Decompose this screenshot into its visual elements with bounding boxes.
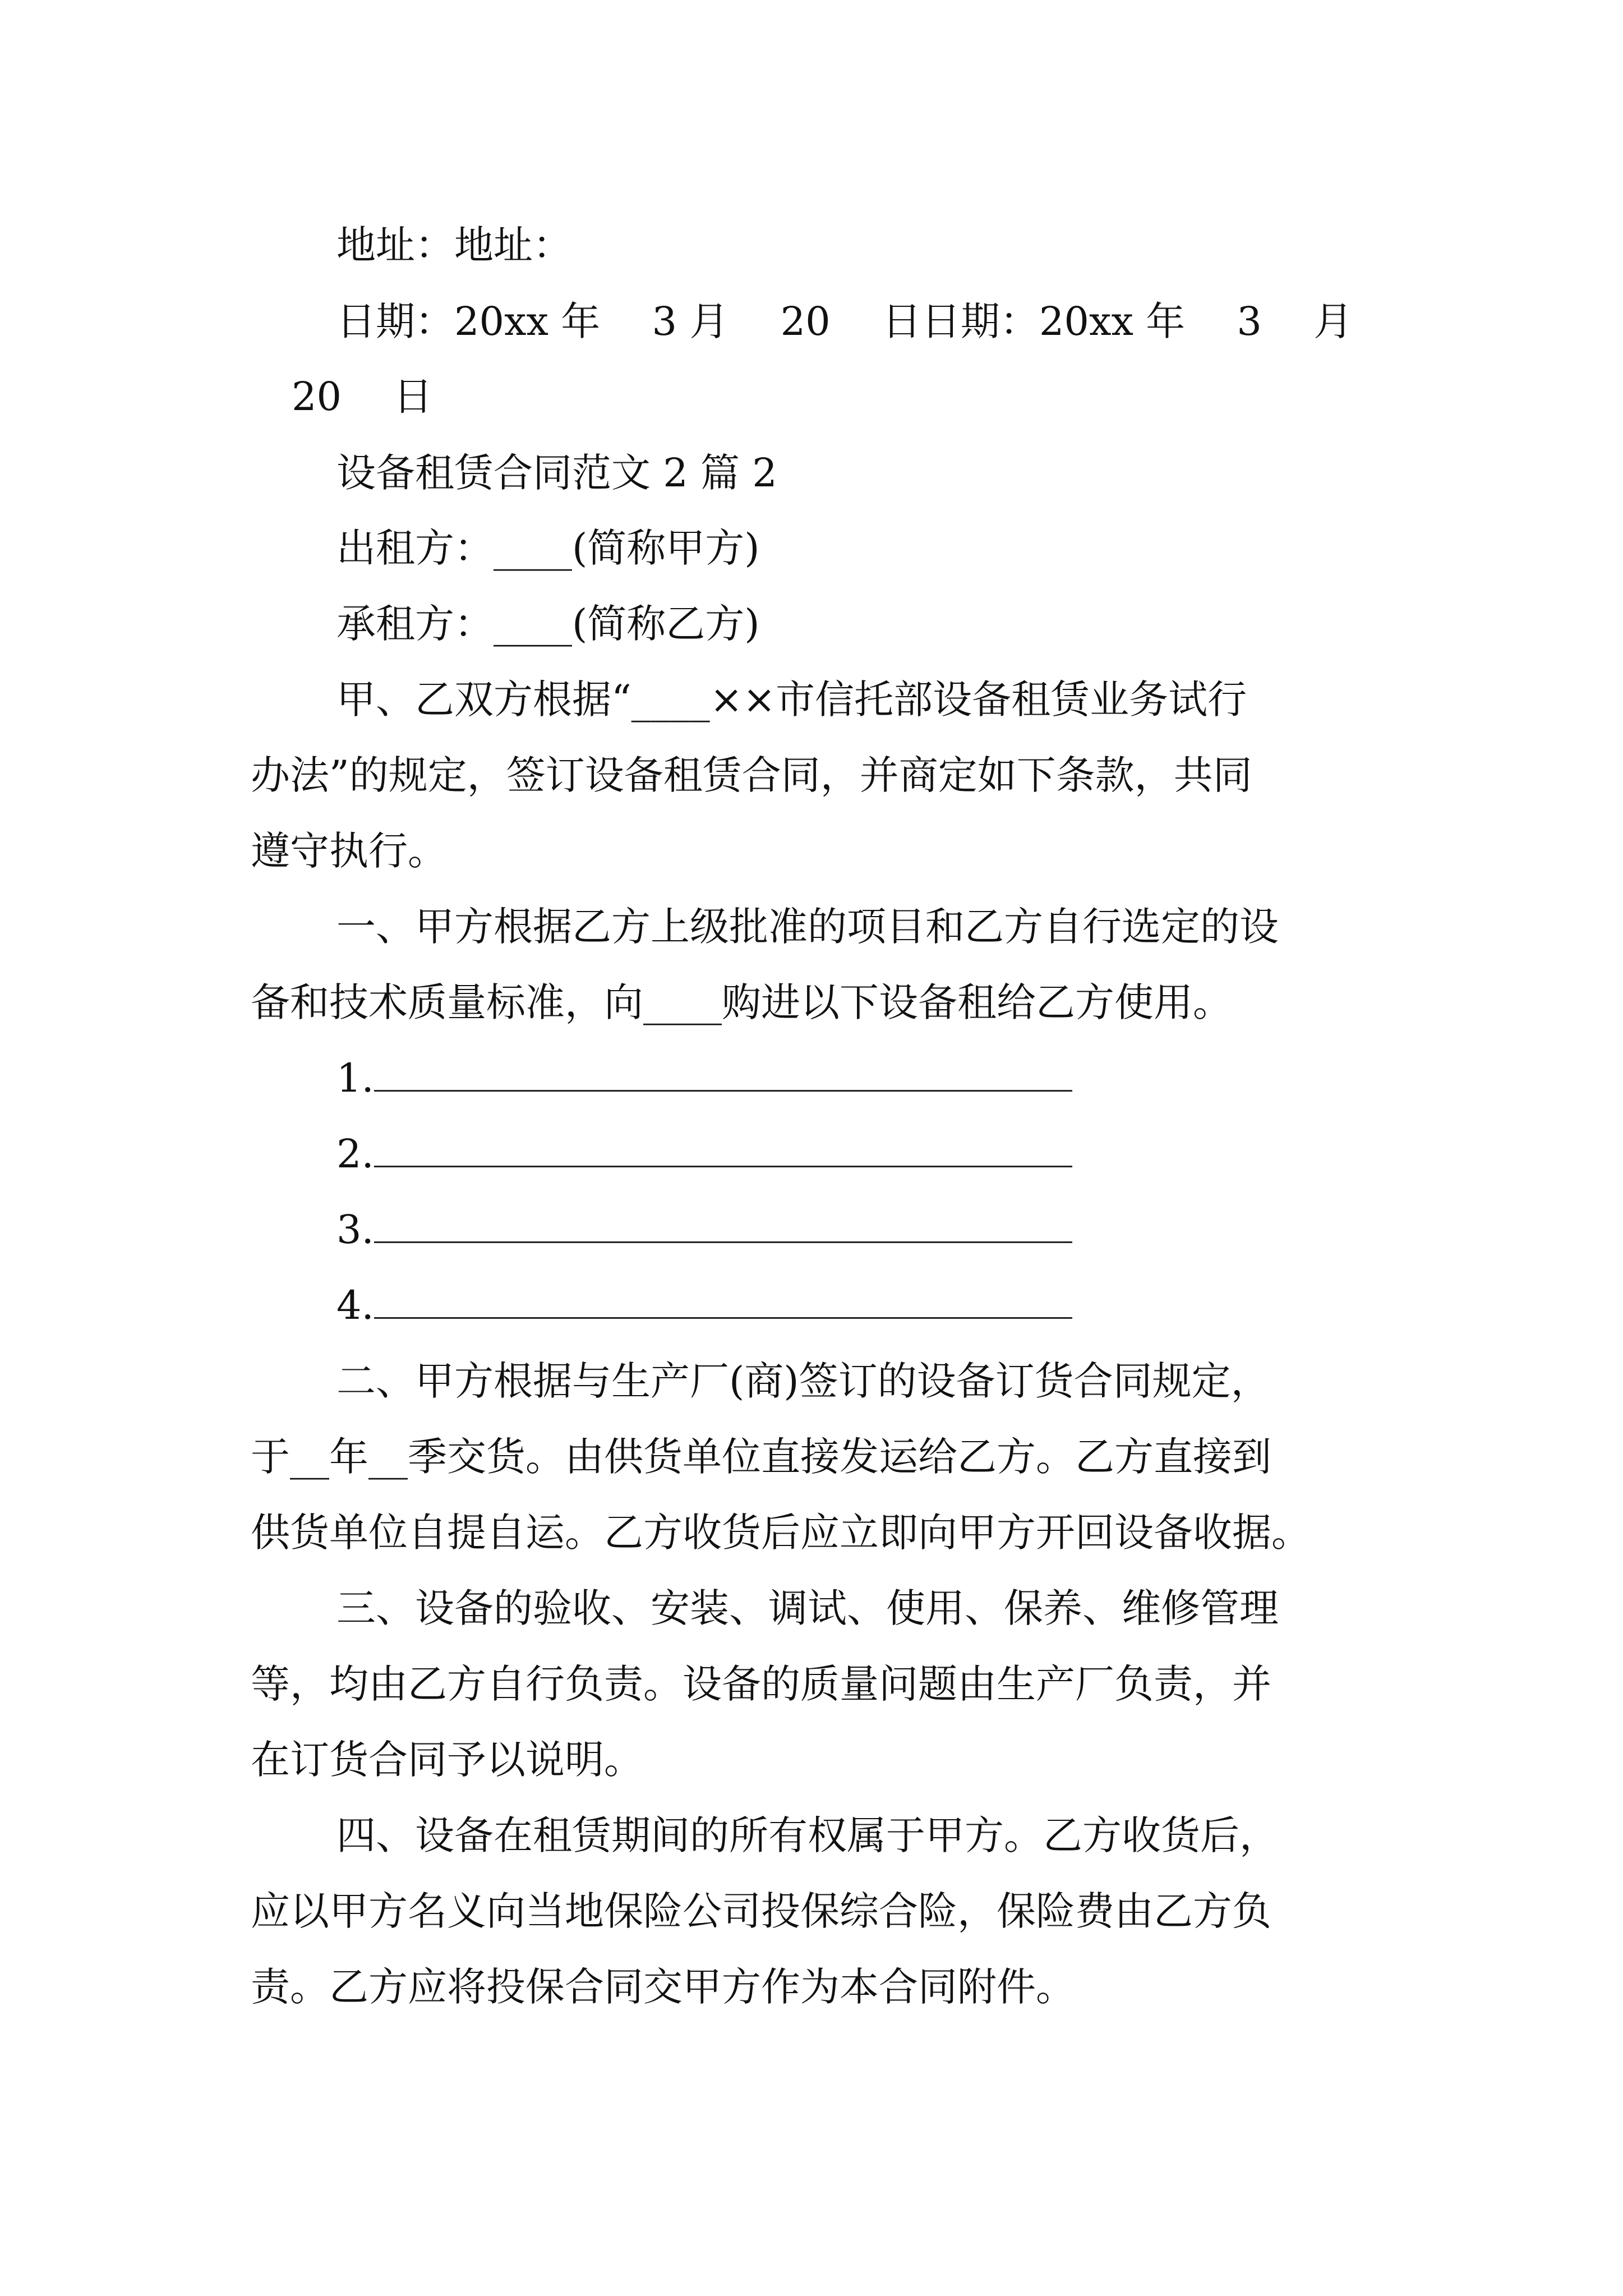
section-heading: 设备租赁合同范文 2 篇 2 [336,450,777,496]
item-number: 1. [336,1055,374,1101]
paragraph-line: 遵守执行。 [251,828,447,874]
clause-1-line: 备和技术质量标准，向____购进以下设备租给乙方使用。 [251,979,1232,1025]
equipment-item-3 [336,1204,1072,1255]
paragraph-line: 办法”的规定，签订设备租赁合同，并商定如下条款，共同 [251,752,1252,798]
item-number: 2. [336,1131,374,1177]
date-line-continued: 20 日 [292,374,433,420]
clause-3-line: 三、设备的验收、安装、调试、使用、保养、维修管理 [336,1585,1279,1631]
equipment-item-4 [336,1280,1072,1331]
equipment-item-1 [336,1053,1072,1103]
address-line: 地址：地址： [336,222,572,268]
fill-in-blank [374,1134,1072,1167]
equipment-item-2 [336,1129,1072,1179]
fill-in-blank [374,1059,1072,1092]
clause-2-line: 二、甲方根据与生产厂(商)签订的设备订货合同规定， [336,1358,1270,1404]
clause-4-line: 责。乙方应将投保合同交甲方作为本合同附件。 [251,1964,1075,2010]
clause-3-line: 等，均由乙方自行负责。设备的质量问题由生产厂负责，并 [251,1661,1271,1707]
clause-4-line: 应以甲方名义向当地保险公司投保综合险，保险费由乙方负 [251,1888,1271,1934]
fill-in-blank [374,1286,1072,1319]
clause-1-line: 一、甲方根据乙方上级批准的项目和乙方自行选定的设 [336,904,1279,950]
clause-2-line: 于__年__季交货。由供货单位直接发运给乙方。乙方直接到 [251,1434,1271,1480]
lessee-line: 承租方：____(简称乙方) [336,601,760,647]
clause-4-line: 四、设备在租赁期间的所有权属于甲方。乙方收货后， [336,1812,1279,1858]
lessor-line: 出租方：____(简称甲方) [336,525,760,571]
fill-in-blank [374,1210,1072,1243]
paragraph-line: 甲、乙双方根据“____××市信托部设备租赁业务试行 [336,677,1247,723]
item-number: 4. [336,1282,374,1328]
clause-3-line: 在订货合同予以说明。 [251,1737,643,1783]
item-number: 3. [336,1207,374,1253]
clause-2-line: 供货单位自提自运。乙方收货后应立即向甲方开回设备收据。 [251,1510,1311,1556]
date-line: 日期：20xx 年 3 月 20 日日期：20xx 年 3 月 [336,298,1353,344]
